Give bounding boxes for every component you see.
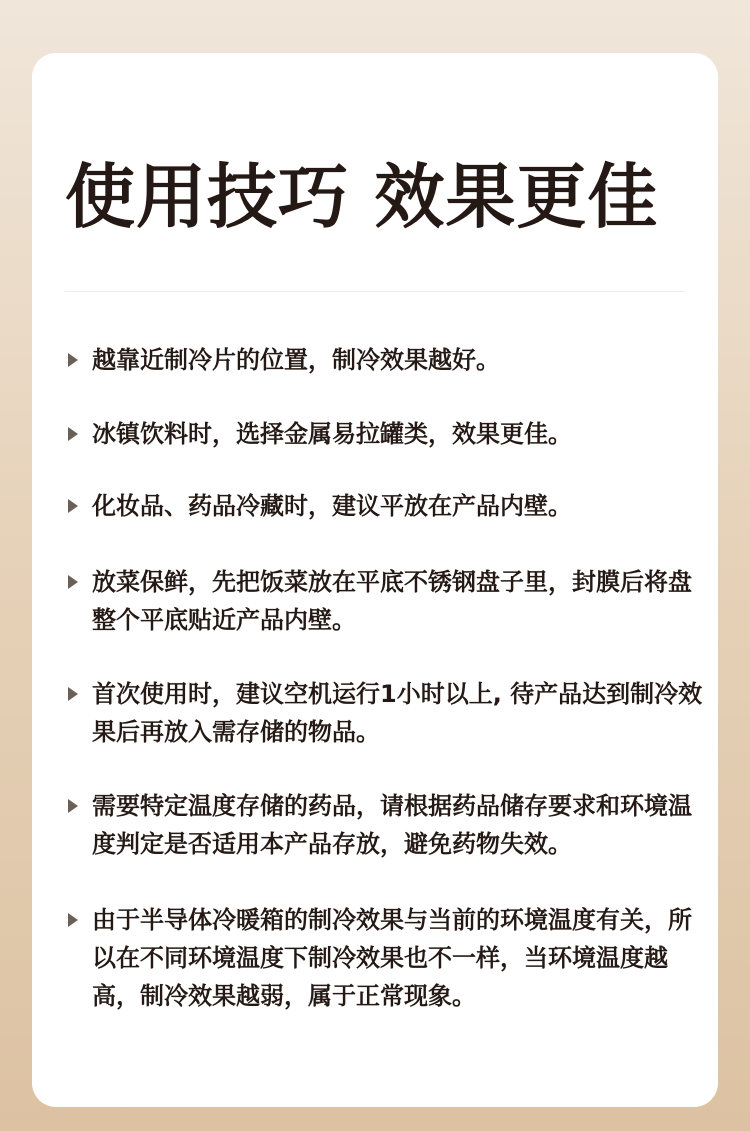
title-divider xyxy=(65,291,685,292)
tip-text: 放菜保鲜，先把饭菜放在平底不锈钢盘子里，封膜后将盘整个平底贴近产品内壁。 xyxy=(92,568,692,634)
tips-card xyxy=(32,53,718,1107)
triangle-right-icon xyxy=(68,427,78,441)
triangle-right-icon xyxy=(68,687,78,701)
triangle-right-icon xyxy=(68,499,78,513)
tip-text: 化妆品、药品冷藏时，建议平放在产品内壁。 xyxy=(92,492,572,520)
tip-text: 越靠近制冷片的位置，制冷效果越好。 xyxy=(92,346,500,374)
tip-text: 由于半导体冷暖箱的制冷效果与当前的环境温度有关，所以在不同环境温度下制冷效果也不一样，当环境温度越高，制冷效果越弱，属于正常现象。 xyxy=(92,906,692,1010)
triangle-right-icon xyxy=(68,799,78,813)
triangle-right-icon xyxy=(68,913,78,927)
page-title: 使用技巧 效果更佳 xyxy=(65,156,659,238)
triangle-right-icon xyxy=(68,575,78,589)
triangle-right-icon xyxy=(68,353,78,367)
tip-text: 需要特定温度存储的药品，请根据药品储存要求和环境温度判定是否适用本产品存放，避免药物失效。 xyxy=(92,792,692,858)
tip-text: 冰镇饮料时，选择金属易拉罐类，效果更佳。 xyxy=(92,420,572,448)
tip-text: 首次使用时，建议空机运行1小时以上, 待产品达到制冷效果后再放入需存储的物品。 xyxy=(92,680,703,746)
